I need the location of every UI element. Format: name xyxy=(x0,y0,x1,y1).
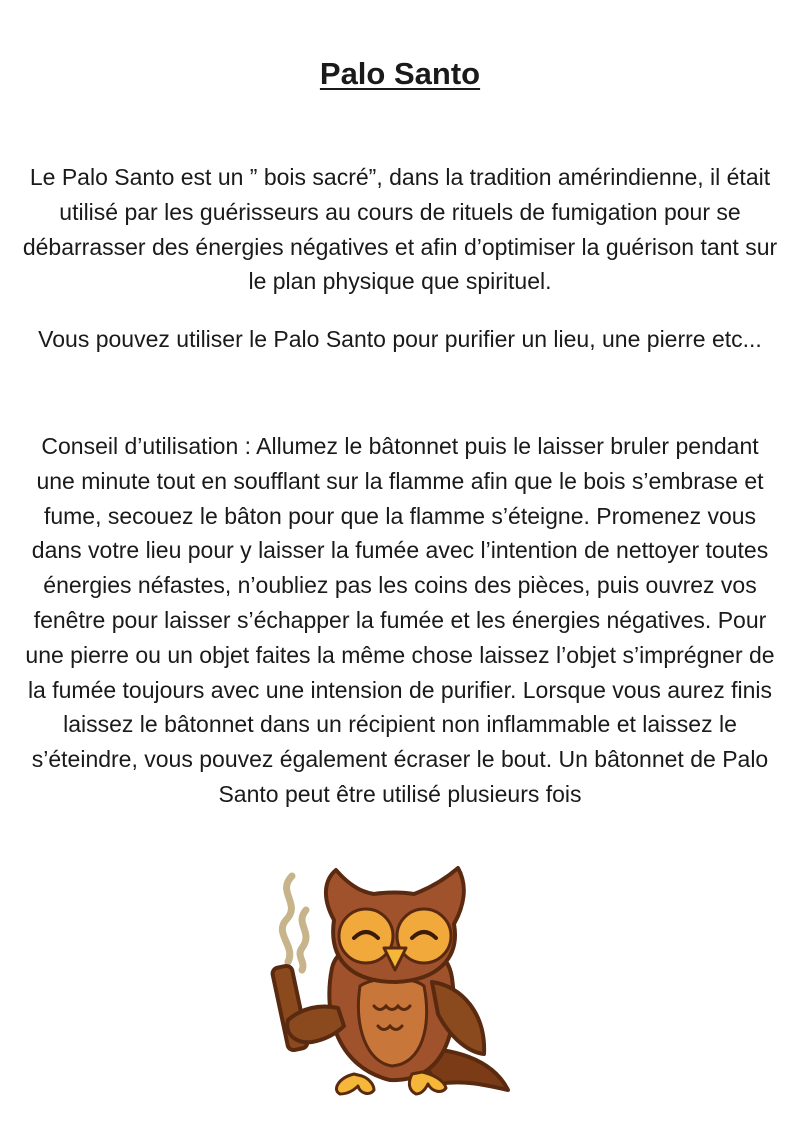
owl-illustration xyxy=(262,858,512,1116)
right-eye-icon xyxy=(397,909,451,963)
smoke-icon xyxy=(282,876,306,970)
left-eye-icon xyxy=(339,909,393,963)
paragraph-usage: Vous pouvez utiliser le Palo Santo pour purifier un lieu, une pierre etc... xyxy=(38,326,762,352)
document-title: Palo Santo xyxy=(319,56,481,91)
owl-holding-smoking-stick-icon xyxy=(262,858,512,1116)
paragraph-intro: Le Palo Santo est un ” bois sacré”, dans la tradition amérindienne, il était utilisé par les guérisseurs au cours de rituels de fumigation pour se débarrasser des énergies négatives et afin d’optimiser la guérison tant sur le plan physique que spirituel. xyxy=(22,164,778,295)
paragraph-advice: Conseil d’utilisation : Allumez le bâtonnet puis le laisser bruler pendant une minute tout en soufflant sur la flamme afin que le bois s’embrase et fume, secouez le bâton pour que la flamme s’éteigne. Promenez vous dans votre lieu pour y laisser la fumée avec l’intention de nettoyer toutes énergies néfastes, n’oubliez pas les coins des pièces, puis ouvrez vos fenêtre pour laisser s’échapper la fumée et les énergies négatives. Pour une pierre ou un objet faites la même chose laissez l’objet s’imprégner de la fumée toujours avec une intension de purifier. Lorsque vous aurez finis laissez le bâtonnet dans un récipient non inflammable et laissez le s’éteindre, vous pouvez également écraser le bout. Un bâtonnet de Palo Santo peut être utilisé plusieurs fois xyxy=(25,433,775,807)
